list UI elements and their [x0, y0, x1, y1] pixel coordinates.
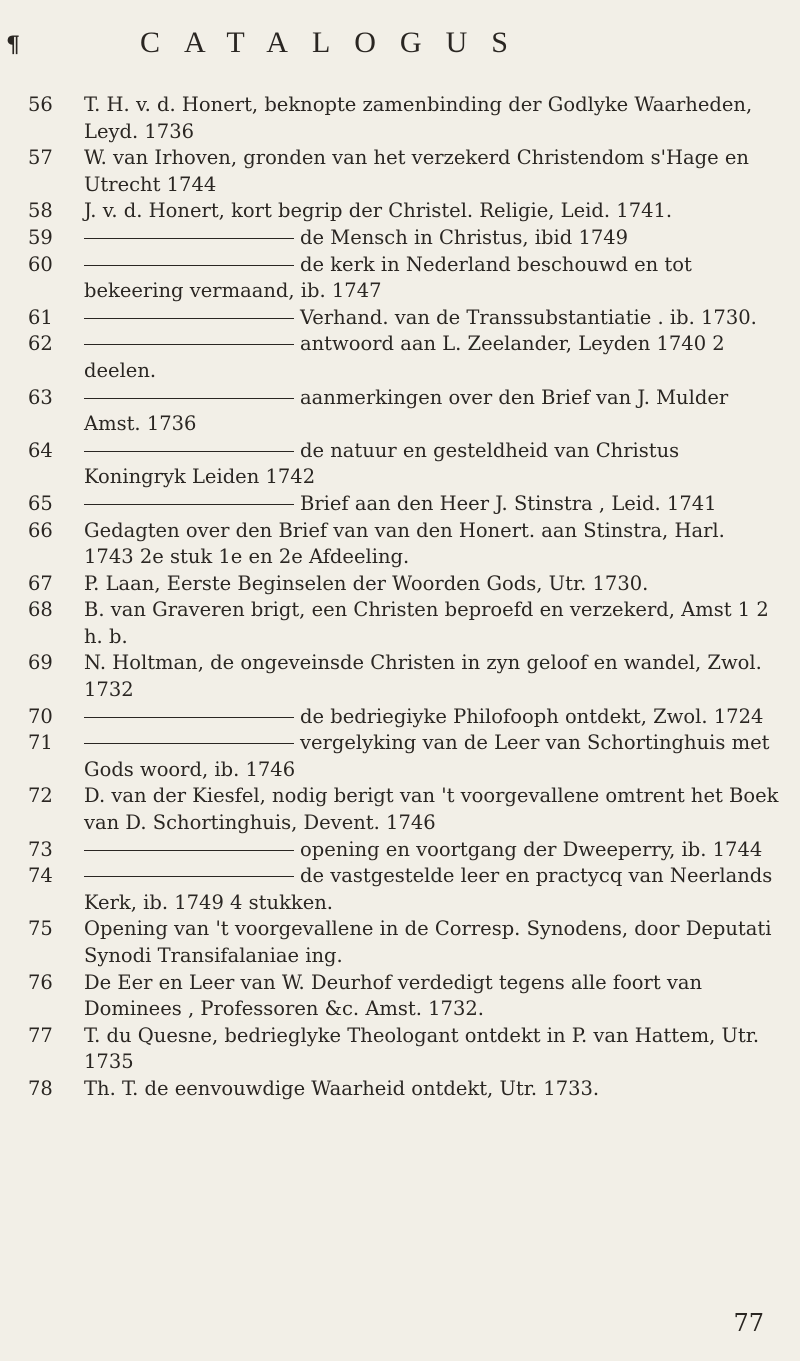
- entry-number: 75: [28, 917, 53, 941]
- catalogue-entry: [28, 252, 780, 305]
- entry-number: 56: [28, 93, 53, 116]
- entry-text: Brief aan den Heer J. Stinstra , Leid. 1741: [300, 491, 717, 515]
- entry-number: 66: [28, 518, 53, 542]
- section-mark: ¶: [6, 32, 20, 58]
- entry-text: Opening van 't voorgevallene in de Corresp. Synodens, door Deputati Synodi Transifalaniae ing.: [84, 917, 772, 967]
- catalogue-entry: [28, 491, 780, 518]
- ditto-dash: [84, 238, 294, 239]
- ditto-dash: [84, 850, 294, 851]
- catalogue-entry: [28, 571, 780, 598]
- ditto-dash: [84, 451, 294, 452]
- ditto-dash: [84, 717, 294, 718]
- ditto-dash: [84, 265, 294, 266]
- entry-text: Verhand. van de Transsubstantiatie . ib. 1730.: [300, 305, 757, 329]
- entry-number: 70: [28, 704, 53, 728]
- catalogue-entry: [28, 597, 780, 650]
- entry-number: 57: [28, 146, 53, 170]
- entry-number: 58: [28, 199, 53, 223]
- entry-number: 78: [28, 1076, 53, 1100]
- entry-number: 72: [28, 784, 53, 808]
- catalogue-entry: [28, 1023, 780, 1076]
- entry-number: 61: [28, 305, 53, 329]
- entry-text: vergelyking van de Leer van Schortinghuis met Gods woord, ib. 1746: [84, 731, 770, 781]
- catalogue-entry: [28, 1076, 780, 1103]
- entry-text: antwoord aan L. Zeelander, Leyden 1740 2 deelen.: [84, 332, 725, 382]
- entry-number: 64: [28, 438, 53, 462]
- entry-number: 60: [28, 252, 53, 276]
- catalogue-entry: [28, 305, 780, 332]
- catalogue-entry: [28, 730, 780, 783]
- entry-number: 65: [28, 491, 53, 515]
- entry-text: T. du Quesne, bedrieglyke Theologant ontdekt in P. van Hattem, Utr. 1735: [84, 1023, 760, 1074]
- catalogue-entries: [28, 92, 780, 1103]
- entry-number: 68: [28, 598, 53, 622]
- catalogue-entry: [28, 198, 780, 225]
- catalogue-entry: [28, 145, 780, 198]
- catalogue-entry: [28, 783, 780, 836]
- catalogue-entry: [28, 916, 780, 969]
- entry-text: opening en voortgang der Dweeperry, ib. 1744: [300, 837, 763, 861]
- entry-number: 76: [28, 970, 53, 994]
- ditto-dash: [84, 344, 294, 345]
- catalogue-entry: [28, 837, 780, 864]
- entry-text: P. Laan, Eerste Beginselen der Woorden Gods, Utr. 1730.: [84, 571, 649, 595]
- entry-number: 63: [28, 385, 53, 409]
- entry-text: De Eer en Leer van W. Deurhof verdedigt tegens alle foort van Dominees , Professoren &c. Amst. 1732.: [84, 970, 703, 1021]
- entry-text: de bedriegiyke Philofooph ontdekt, Zwol. 1724: [300, 704, 764, 728]
- ditto-dash: [84, 876, 294, 877]
- entry-text: W. van Irhoven, gronden van het verzekerd Christendom s'Hage en Utrecht 1744: [84, 146, 749, 196]
- catalogue-entry: [28, 331, 780, 384]
- catalogue-entry: [28, 225, 780, 252]
- page-title: CATALOGUS: [140, 26, 532, 59]
- ditto-dash: [84, 743, 294, 744]
- entry-text: Th. T. de eenvouwdige Waarheid ontdekt, Utr. 1733.: [84, 1076, 600, 1100]
- entry-number: 74: [28, 864, 53, 888]
- page-header: [0, 26, 800, 66]
- catalogue-entry: [28, 704, 780, 731]
- entry-number: 67: [28, 571, 53, 595]
- entry-number: 73: [28, 837, 53, 861]
- entry-text: de Mensch in Christus, ibid 1749: [300, 225, 629, 249]
- entry-number: 69: [28, 651, 53, 675]
- entry-number: 59: [28, 225, 53, 249]
- entry-text: de natuur en gesteldheid van Christus Koningryk Leiden 1742: [84, 438, 680, 489]
- entry-number: 62: [28, 332, 53, 356]
- ditto-dash: [84, 504, 294, 505]
- entry-text: aanmerkingen over den Brief van J. Mulder Amst. 1736: [84, 385, 729, 436]
- entry-text: J. v. d. Honert, kort begrip der Christel. Religie, Leid. 1741.: [84, 199, 673, 223]
- entry-text: N. Holtman, de ongeveinsde Christen in zyn geloof en wandel, Zwol. 1732: [84, 651, 762, 702]
- entry-number: 71: [28, 731, 53, 755]
- catalogue-entry: [28, 438, 780, 491]
- ditto-dash: [84, 318, 294, 319]
- entry-text: de kerk in Nederland beschouwd en tot bekeering vermaand, ib. 1747: [84, 252, 692, 303]
- entry-text: Gedagten over den Brief van van den Honert. aan Stinstra, Harl. 1743 2e stuk 1e en 2e Afdeeling.: [84, 518, 725, 569]
- catalogue-entry: [28, 970, 780, 1023]
- ditto-dash: [84, 398, 294, 399]
- page-number: 77: [733, 1309, 764, 1337]
- entry-text: D. van der Kiesfel, nodig berigt van 't voorgevallene omtrent het Boek van D. Schortinghuis, Devent. 1746: [84, 784, 779, 835]
- entry-text: de vastgestelde leer en practycq van Neerlands Kerk, ib. 1749 4 stukken.: [84, 864, 773, 914]
- catalogue-entry: [28, 92, 780, 145]
- entry-text: T. H. v. d. Honert, beknopte zamenbinding der Godlyke Waarheden, Leyd. 1736: [84, 93, 753, 143]
- catalogue-entry: [28, 863, 780, 916]
- entry-number: 77: [28, 1023, 53, 1047]
- entry-text: B. van Graveren brigt, een Christen beproefd en verzekerd, Amst 1 2 h. b.: [84, 598, 769, 648]
- catalogue-entry: [28, 650, 780, 703]
- catalogue-entry: [28, 385, 780, 438]
- catalogue-entry: [28, 518, 780, 571]
